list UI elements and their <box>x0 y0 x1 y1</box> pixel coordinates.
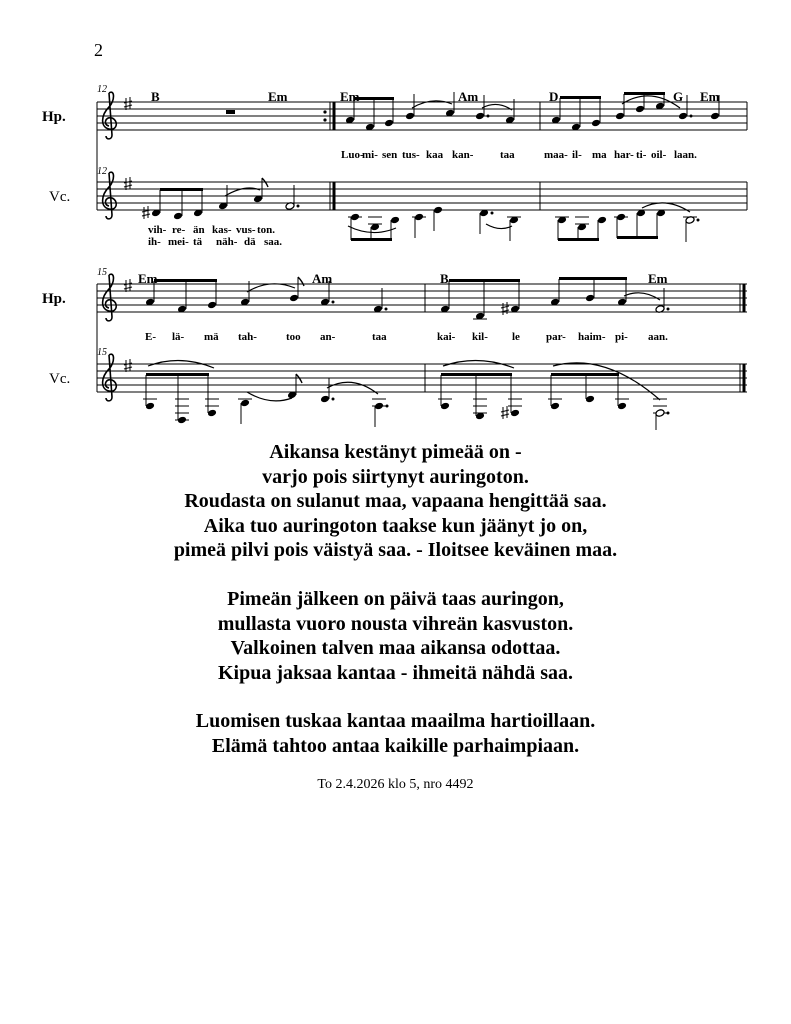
staff-harp-system-1 <box>97 92 747 139</box>
lyric-syllable: sen <box>382 149 398 161</box>
measure-number-system-1-harp: 12 <box>97 84 107 95</box>
poem-line: Kipua jaksaa kantaa - ihmeitä nähdä saa. <box>217 661 574 684</box>
lyric-syllable: re- <box>172 224 186 236</box>
lyrics-harp-system-2 <box>145 331 668 343</box>
poem-line: varjo pois siirtynyt auringoton. <box>262 465 529 488</box>
lyric-syllable: vus- <box>236 224 256 236</box>
poem-line: Luomisen tuskaa kantaa maailma hartioillaan. <box>195 710 596 733</box>
poem-line: Aika tuo auringoton taakse kun jäänyt jo on, <box>203 514 588 537</box>
lyric-syllable: lä- <box>172 331 185 343</box>
lyric-syllable: tah- <box>238 331 257 343</box>
lyric-syllable: tä <box>193 236 203 248</box>
footer-date-note: To 2.4.2026 klo 5, nro 4492 <box>317 777 474 792</box>
lyrics-harp-system-1 <box>341 149 697 161</box>
lyrics-cello-system-1 <box>148 224 282 248</box>
lyric-syllable: kil- <box>472 331 488 343</box>
poem-line: pimeä pilvi pois väistyä saa. - Iloitsee keväinen maa. <box>173 539 618 562</box>
lyric-syllable: laan. <box>674 149 697 161</box>
poem-line: Elämä tahtoo antaa kaikille parhaimpiaan. <box>211 734 580 757</box>
poem-text <box>0 440 791 783</box>
poem-stanza <box>0 440 791 563</box>
chord-symbol: Am <box>458 89 479 104</box>
poem-line: Valkoinen talven maa aikansa odottaa. <box>230 637 561 660</box>
instrument-label-harp: Hp. <box>42 291 66 307</box>
lyric-syllable: par- <box>546 331 566 343</box>
poem-line: Roudasta on sulanut maa, vapaana hengittää saa. <box>184 490 607 513</box>
poem-line: mullasta vuoro nousta vihreän kasvuston. <box>217 612 574 635</box>
lyric-syllable: mä <box>204 331 219 343</box>
lyric-syllable: dä <box>244 236 256 248</box>
chord-symbol: Em <box>648 271 668 286</box>
instrument-label-cello: Vc. <box>49 371 71 387</box>
music-score <box>0 0 791 430</box>
poem-line: Aikansa kestänyt pimeää on - <box>269 441 522 463</box>
poem-stanza <box>0 709 791 758</box>
chord-symbol: B <box>440 271 449 286</box>
measure-number-system-2-cello: 15 <box>97 347 107 358</box>
chord-symbol: Em <box>700 89 720 104</box>
measure-number-system-1-cello: 12 <box>97 166 107 177</box>
instrument-label-harp: Hp. <box>42 109 66 125</box>
lyric-syllable: taa <box>372 331 387 343</box>
lyric-syllable: har- <box>614 149 634 161</box>
lyric-syllable: tus- <box>402 149 420 161</box>
measure-number-system-2-harp: 15 <box>97 267 107 278</box>
lyric-syllable: ma <box>592 149 607 161</box>
lyric-syllable: ih- <box>148 236 161 248</box>
lyric-syllable: le <box>512 331 520 343</box>
staff-cello-system-2 <box>97 312 747 430</box>
lyric-syllable: vih- <box>148 224 167 236</box>
lyric-syllable: taa <box>500 149 515 161</box>
lyric-syllable: kai- <box>437 331 456 343</box>
lyric-syllable: il- <box>572 149 582 161</box>
chord-symbol: D <box>549 89 559 104</box>
lyric-syllable: saa. <box>264 236 283 248</box>
lyric-syllable: kan- <box>452 149 474 161</box>
lyric-syllable: pi- <box>615 331 628 343</box>
chord-symbol: Em <box>340 89 360 104</box>
lyric-syllable: kas- <box>212 224 232 236</box>
chord-symbol: G <box>673 89 684 104</box>
lyric-syllable: E- <box>145 331 156 343</box>
chord-symbol: Em <box>138 271 158 286</box>
lyric-syllable: too <box>286 331 301 343</box>
lyric-syllable: an- <box>320 331 336 343</box>
lyric-syllable: mi- <box>362 149 378 161</box>
chord-symbol: Am <box>312 271 333 286</box>
page-number: 2 <box>94 40 103 60</box>
lyric-syllable: maa- <box>544 149 568 161</box>
lyric-syllable: kaa <box>426 149 444 161</box>
instrument-label-cello: Vc. <box>49 189 71 205</box>
lyric-syllable: mei- <box>168 236 189 248</box>
lyric-syllable: oil- <box>651 149 667 161</box>
lyric-syllable: aan. <box>648 331 668 343</box>
poem-stanza <box>0 587 791 685</box>
chord-symbol: Em <box>268 89 288 104</box>
lyric-syllable: Luo- <box>341 149 364 161</box>
lyric-syllable: än <box>193 224 205 236</box>
lyric-syllable: haim- <box>578 331 606 343</box>
lyric-syllable: ton. <box>257 224 276 236</box>
poem-line: Pimeän jälkeen on päivä taas auringon, <box>227 587 564 610</box>
lyric-syllable: ti- <box>636 149 647 161</box>
chord-symbol: B <box>151 89 160 104</box>
lyric-syllable: näh- <box>216 236 238 248</box>
